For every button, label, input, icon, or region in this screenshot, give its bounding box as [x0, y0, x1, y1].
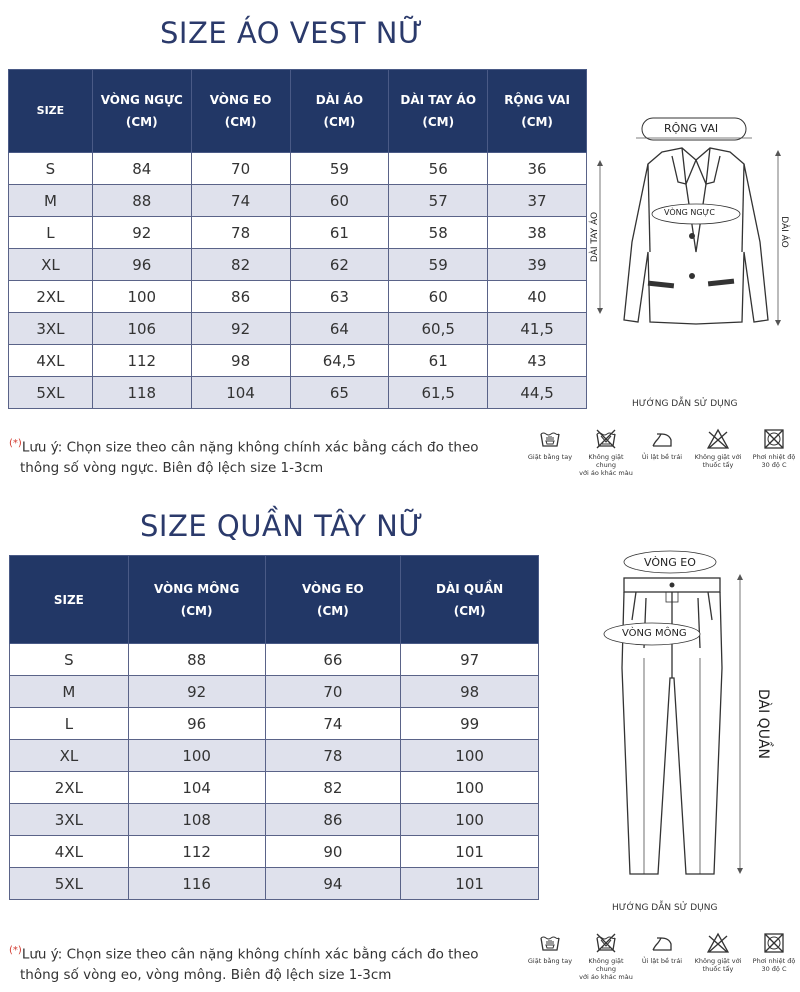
table-cell: 86 [191, 281, 290, 313]
care-label: Không giặt với thuốc tẩy [694, 453, 742, 469]
table-cell: L [10, 708, 129, 740]
table-cell: 64 [290, 313, 389, 345]
iron-icon [634, 428, 690, 450]
table-cell: S [10, 644, 129, 676]
table-cell: 104 [191, 377, 290, 409]
table-cell: 57 [389, 185, 488, 217]
table-row [10, 868, 539, 900]
table-cell: 88 [128, 644, 265, 676]
table-cell: 82 [191, 249, 290, 281]
header-size: SIZE [9, 70, 93, 153]
table-cell: 112 [92, 345, 191, 377]
table-cell: 59 [290, 153, 389, 185]
table-cell: 74 [265, 708, 401, 740]
table-cell: 5XL [9, 377, 93, 409]
table-cell: 116 [128, 868, 265, 900]
table-cell: 100 [401, 740, 539, 772]
hand-wash-icon [522, 428, 578, 450]
table-cell: 3XL [9, 313, 93, 345]
table-cell: 39 [488, 249, 587, 281]
jacket-illustration [592, 112, 800, 332]
header-shoulder: RỘNG VAI (CM) [488, 70, 587, 153]
care-label: Giặt bằng tay [527, 957, 573, 965]
table-cell: XL [9, 249, 93, 281]
table-cell: 96 [128, 708, 265, 740]
table-cell: S [9, 153, 93, 185]
care-item [634, 428, 690, 477]
table-cell: 70 [191, 153, 290, 185]
table-cell: 112 [128, 836, 265, 868]
note-mark: (*) [9, 945, 22, 956]
table-cell: M [9, 185, 93, 217]
table-row [9, 185, 587, 217]
table-cell: 4XL [9, 345, 93, 377]
table-cell: 108 [128, 804, 265, 836]
table-cell: 106 [92, 313, 191, 345]
table-row [9, 217, 587, 249]
table-cell: 41,5 [488, 313, 587, 345]
care-item [746, 932, 800, 981]
table-cell: 98 [401, 676, 539, 708]
table-cell: 59 [389, 249, 488, 281]
vest-size-table [8, 69, 587, 409]
table-row [10, 804, 539, 836]
note-mark: (*) [9, 438, 22, 449]
chest-label: VÒNG NGỰC [664, 208, 715, 217]
iron-icon [634, 932, 690, 954]
table-cell: 82 [265, 772, 401, 804]
care-item [578, 932, 634, 981]
table-cell: 97 [401, 644, 539, 676]
table-cell: 60 [290, 185, 389, 217]
pants-title: SIZE QUẦN TÂY NỮ [140, 509, 424, 543]
care-label: Phơi nhiệt độ 30 độ C [752, 957, 796, 973]
table-cell: 2XL [10, 772, 129, 804]
table-row [10, 644, 539, 676]
header-waist: VÒNG EO (CM) [191, 70, 290, 153]
table-cell: 78 [265, 740, 401, 772]
table-row [10, 740, 539, 772]
table-cell: 66 [265, 644, 401, 676]
vest-note-line1: Lưu ý: Chọn size theo cân nặng không chính xác bằng cách đo theo [21, 439, 479, 456]
table-cell: 37 [488, 185, 587, 217]
care-label: Không giặt chung với áo khác màu [579, 957, 633, 981]
care-label: Giặt bằng tay [527, 453, 573, 461]
jacket-diagram [592, 112, 800, 332]
table-cell: 36 [488, 153, 587, 185]
table-cell: 88 [92, 185, 191, 217]
table-cell: 118 [92, 377, 191, 409]
table-cell: 101 [401, 836, 539, 868]
pants-diagram [600, 548, 800, 880]
no-bleach-icon [690, 428, 746, 450]
table-row [9, 249, 587, 281]
table-cell: 2XL [9, 281, 93, 313]
care-item [522, 932, 578, 981]
pants-size-table [9, 555, 539, 900]
table-cell: 70 [265, 676, 401, 708]
table-row [9, 153, 587, 185]
table-cell: 61 [290, 217, 389, 249]
hip-label: VÒNG MÔNG [622, 628, 687, 639]
pants-length-label: DÀI QUẦN [755, 688, 772, 760]
table-cell: 38 [488, 217, 587, 249]
no-mixed-wash-icon [578, 932, 634, 954]
table-row [9, 281, 587, 313]
table-cell: 92 [191, 313, 290, 345]
vest-title: SIZE ÁO VEST NỮ [160, 16, 424, 50]
table-cell: XL [10, 740, 129, 772]
table-cell: L [9, 217, 93, 249]
table-cell: 64,5 [290, 345, 389, 377]
shade-dry-icon [746, 932, 800, 954]
table-cell: 100 [401, 804, 539, 836]
table-cell: 104 [128, 772, 265, 804]
care-item [578, 428, 634, 477]
table-cell: 99 [401, 708, 539, 740]
table-cell: 90 [265, 836, 401, 868]
care-item [690, 428, 746, 477]
care-label: Phơi nhiệt độ 30 độ C [752, 453, 796, 469]
table-cell: 84 [92, 153, 191, 185]
table-cell: 96 [92, 249, 191, 281]
jacket-length-label: DÀI ÁO [778, 216, 789, 248]
pants-note-line2: thông số vòng eo, vòng mông. Biên độ lệch size 1-3cm [20, 966, 392, 983]
care-label: Ủi lật bề trái [641, 957, 683, 965]
table-row [10, 772, 539, 804]
table-cell: 101 [401, 868, 539, 900]
table-cell: 92 [92, 217, 191, 249]
care-item [746, 428, 800, 477]
header-length: DÀI QUẦN (CM) [401, 556, 539, 644]
header-chest: VÒNG NGỰC (CM) [92, 70, 191, 153]
no-mixed-wash-icon [578, 428, 634, 450]
table-cell: 74 [191, 185, 290, 217]
shoulder-width-label: RỘNG VAI [664, 122, 719, 135]
table-cell: 61 [389, 345, 488, 377]
pants-care-icons [522, 932, 800, 981]
table-cell: 61,5 [389, 377, 488, 409]
table-cell: 100 [92, 281, 191, 313]
pants-note [9, 941, 479, 985]
table-row [9, 377, 587, 409]
table-row [9, 313, 587, 345]
vest-care-icons [522, 428, 800, 477]
table-cell: 56 [389, 153, 488, 185]
table-row [10, 676, 539, 708]
vest-care-guide-title: HƯỚNG DẪN SỬ DỤNG [632, 399, 738, 409]
care-label: Không giặt chung với áo khác màu [579, 453, 633, 477]
table-row [10, 708, 539, 740]
care-item [634, 932, 690, 981]
header-hip: VÒNG MÔNG (CM) [128, 556, 265, 644]
pants-note-line1: Lưu ý: Chọn size theo cân nặng không chính xác bằng cách đo theo [21, 946, 479, 963]
table-cell: 43 [488, 345, 587, 377]
shade-dry-icon [746, 428, 800, 450]
table-cell: 60,5 [389, 313, 488, 345]
table-cell: 98 [191, 345, 290, 377]
care-label: Không giặt với thuốc tẩy [694, 957, 742, 973]
no-bleach-icon [690, 932, 746, 954]
care-label: Ủi lật bề trái [641, 453, 683, 461]
table-row [9, 345, 587, 377]
table-cell: 60 [389, 281, 488, 313]
table-cell: 44,5 [488, 377, 587, 409]
table-cell: 100 [401, 772, 539, 804]
hand-wash-icon [522, 932, 578, 954]
table-cell: 65 [290, 377, 389, 409]
vest-note [9, 434, 479, 478]
header-waist: VÒNG EO (CM) [265, 556, 401, 644]
table-cell: 4XL [10, 836, 129, 868]
pants-care-guide-title: HƯỚNG DẪN SỬ DỤNG [612, 903, 718, 913]
header-length: DÀI ÁO (CM) [290, 70, 389, 153]
table-cell: 63 [290, 281, 389, 313]
vest-note-line2: thông số vòng ngực. Biên độ lệch size 1-3cm [20, 459, 324, 476]
header-sleeve: DÀI TAY ÁO (CM) [389, 70, 488, 153]
table-cell: 100 [128, 740, 265, 772]
table-cell: M [10, 676, 129, 708]
header-size: SIZE [10, 556, 129, 644]
table-cell: 5XL [10, 868, 129, 900]
table-cell: 86 [265, 804, 401, 836]
waist-label: VÒNG EO [644, 556, 696, 569]
table-row [10, 836, 539, 868]
table-cell: 92 [128, 676, 265, 708]
table-cell: 40 [488, 281, 587, 313]
care-item [690, 932, 746, 981]
table-cell: 94 [265, 868, 401, 900]
care-item [522, 428, 578, 477]
table-cell: 78 [191, 217, 290, 249]
table-cell: 3XL [10, 804, 129, 836]
table-cell: 58 [389, 217, 488, 249]
sleeve-length-label: DÀI TAY ÁO [590, 211, 601, 263]
table-cell: 62 [290, 249, 389, 281]
